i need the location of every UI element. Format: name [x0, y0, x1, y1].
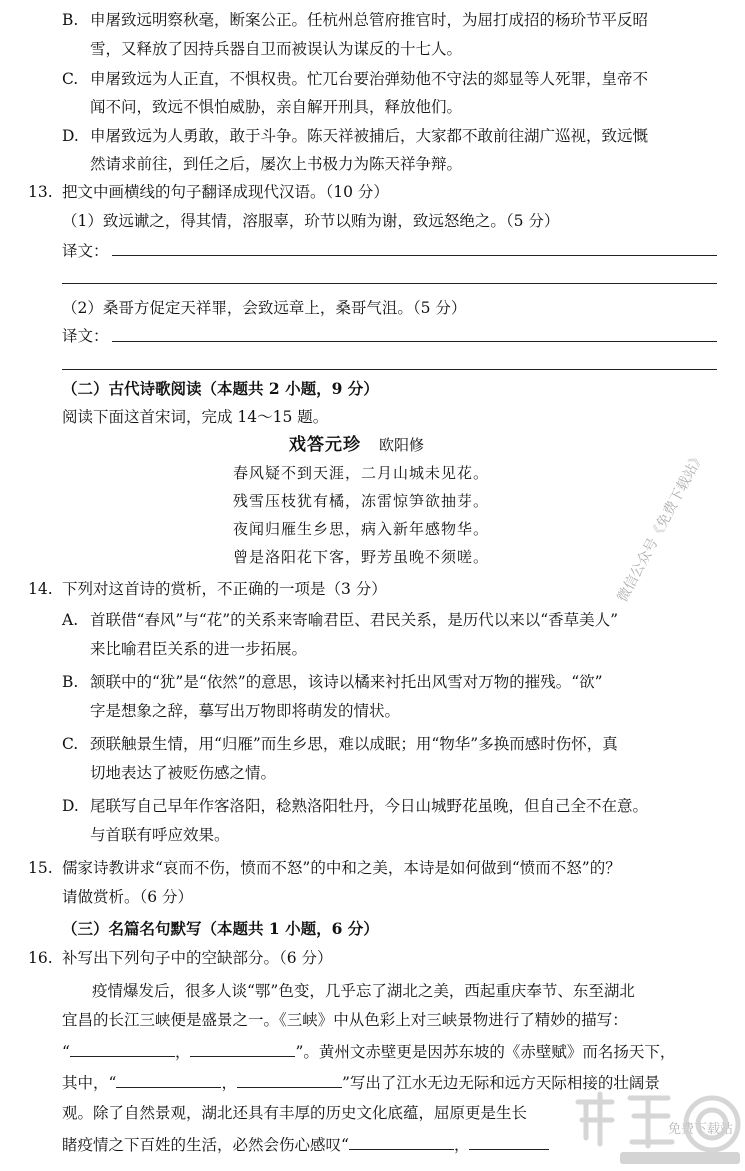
q16-comma-3: ， [453, 1136, 470, 1154]
q16-paragraph-line4 [62, 1071, 660, 1094]
q12-option-c-line2: 闻不问，致远不惧怕威胁，亲自解开刑具，释放他们。 [90, 98, 463, 116]
q12-option-c-line1: 申屠致远为人正直，不惧权贵。忙兀台要治弹劾他不守法的郯显等人死罪，皇帝不 [90, 70, 649, 88]
q14-option-a-label: A. [62, 611, 79, 629]
poem-author: 欧阳修 [379, 436, 425, 454]
q14-option-b-label: B. [62, 673, 79, 691]
q16-comma-2: ， [221, 1074, 237, 1092]
watermark-footer-text: 免费下载站 [668, 1122, 734, 1137]
q14-option-c-label: C. [62, 735, 79, 753]
q14-option-d-label: D. [62, 797, 79, 815]
q13-sentence-1: （1）致远谳之，得其情，溶服辜，玠节以贿为谢，致远怒绝之。（5 分） [62, 212, 560, 230]
q16-blank-3[interactable] [116, 1071, 221, 1088]
q14-option-c-line2: 切地表达了被贬伤感之情。 [90, 764, 277, 782]
q13-answer-label-2: 译文： [62, 327, 109, 345]
poem-line-4: 曾是洛阳花下客，野芳虽晚不须嗟。 [233, 548, 490, 566]
q14-option-d-line1: 尾联写自己早年作客洛阳，稔熟洛阳牡丹，今日山城野花虽晚，但自己全不在意。 [90, 797, 649, 815]
q14-option-c-line1: 颈联触景生情，用“归雁”而生乡思，难以成眠；用“物华”多换而感时伤怀，真 [90, 735, 618, 753]
q12-option-b-line2: 雪，又释放了因持兵器自卫而被误认为谋反的十七人。 [90, 40, 463, 58]
q14-option-b-line1: 颔联中的“犹”是“依然”的意思，该诗以橘来衬托出风雪对万物的摧残。“欲” [90, 673, 603, 691]
q16-line4-pre: 其中，“ [62, 1074, 117, 1092]
q13-answer-line-1a[interactable] [112, 255, 717, 256]
q13-sentence-2: （2）桑哥方促定天祥罪，会致远章上，桑哥气沮。（5 分） [62, 299, 467, 317]
q14-stem: 下列对这首诗的赏析，不正确的一项是（3 分） [62, 580, 387, 598]
poem-line-3: 夜闻归雁生乡思，病入新年感物华。 [233, 520, 490, 538]
q14-option-d-line2: 与首联有呼应效果。 [90, 826, 230, 844]
watermark-wechat-text: 微信公众号《免费下载站》 [614, 449, 708, 605]
q14-option-a-line1: 首联借“春风”与“花”的关系来寄喻君臣、君民关系，是历代以来以“香草美人” [90, 611, 619, 629]
q13-answer-line-2b[interactable] [62, 369, 717, 370]
section3-heading: （三）名篇名句默写（本题共 1 小题，6 分） [62, 919, 379, 938]
q16-open-quote: “ [62, 1043, 70, 1061]
q12-option-d-label: D. [62, 127, 79, 145]
q16-paragraph-line3 [62, 1040, 675, 1063]
q14-option-b-line2: 字是想象之辞，摹写出万物即将萌发的情状。 [90, 702, 401, 720]
q13-answer-line-1b[interactable] [62, 283, 717, 284]
q16-stem: 补写出下列句子中的空缺部分。（6 分） [62, 949, 333, 967]
section2-intro: 阅读下面这首宋词，完成 14～15 题。 [62, 408, 329, 426]
q13-answer-line-2a[interactable] [112, 341, 717, 342]
q16-blank-6[interactable] [469, 1133, 549, 1150]
q14-option-a-line2: 来比喻君臣关系的进一步拓展。 [90, 640, 308, 658]
q12-option-c-label: C. [62, 70, 79, 88]
q13-stem: 把文中画横线的句子翻译成现代汉语。（10 分） [62, 183, 389, 201]
q16-blank-5[interactable] [349, 1133, 454, 1150]
q16-line6-pre: 睹疫情之下百姓的生活，必然会伤心感叹“ [62, 1136, 349, 1154]
q12-option-b-label: B. [62, 11, 79, 29]
q15-number: 15. [28, 859, 53, 877]
q16-blank-4[interactable] [237, 1071, 342, 1088]
q16-comma-1: ， [174, 1043, 191, 1061]
q13-number: 13. [28, 183, 53, 201]
section2-heading: （二）古代诗歌阅读（本题共 2 小题，9 分） [62, 379, 379, 398]
q16-paragraph-line5: 观。除了自然景观，湖北还具有丰厚的历史文化底蕴，屈原更是生长 [62, 1104, 528, 1122]
poem-header [289, 434, 424, 456]
q16-paragraph-line6 [62, 1133, 549, 1156]
poem-title: 戏答元珍 [289, 435, 361, 455]
q12-option-d-line2: 然请求前往，到任之后，屡次上书极力为陈天祥争辩。 [90, 155, 463, 173]
q16-blank-1[interactable] [70, 1040, 175, 1057]
q15-line2: 请做赏析。（6 分） [62, 888, 194, 906]
q12-option-d-line1: 申屠致远为人勇敢，敢于斗争。陈天祥被捕后，大家都不敢前往湖广巡视，致远慨 [90, 127, 649, 145]
q16-paragraph-line2: 宜昌的长江三峡便是盛景之一。《三峡》中从色彩上对三峡景物进行了精妙的描写： [62, 1011, 628, 1029]
poem-line-2: 残雪压枝犹有橘，冻雷惊笋欲抽芽。 [233, 492, 490, 510]
q16-line4-rest: ”写出了江水无边无际和远方天际相接的壮阔景 [341, 1074, 660, 1092]
q16-paragraph-line1: 疫情爆发后，很多人谈“鄂”色变，几乎忘了湖北之美，西起重庆奉节、东至湖北 [92, 982, 635, 1000]
q16-number: 16. [28, 949, 53, 967]
q13-answer-label-1: 译文： [62, 242, 109, 260]
poem-line-1: 春风疑不到天涯，二月山城未见花。 [233, 464, 490, 482]
q16-blank-2[interactable] [190, 1040, 295, 1057]
q16-line3-rest: ”。黄州文赤壁更是因苏东坡的《赤壁赋》而名扬天下， [295, 1043, 676, 1061]
q15-line1: 儒家诗教讲求“哀而不伤，愤而不怒”的中和之美，本诗是如何做到“愤而不怒”的？ [62, 859, 621, 877]
q12-option-b-line1: 申屠致远明察秋毫，断案公正。任杭州总管府推官时，为屈打成招的杨玠节平反昭 [90, 11, 649, 29]
q14-number: 14. [28, 580, 53, 598]
